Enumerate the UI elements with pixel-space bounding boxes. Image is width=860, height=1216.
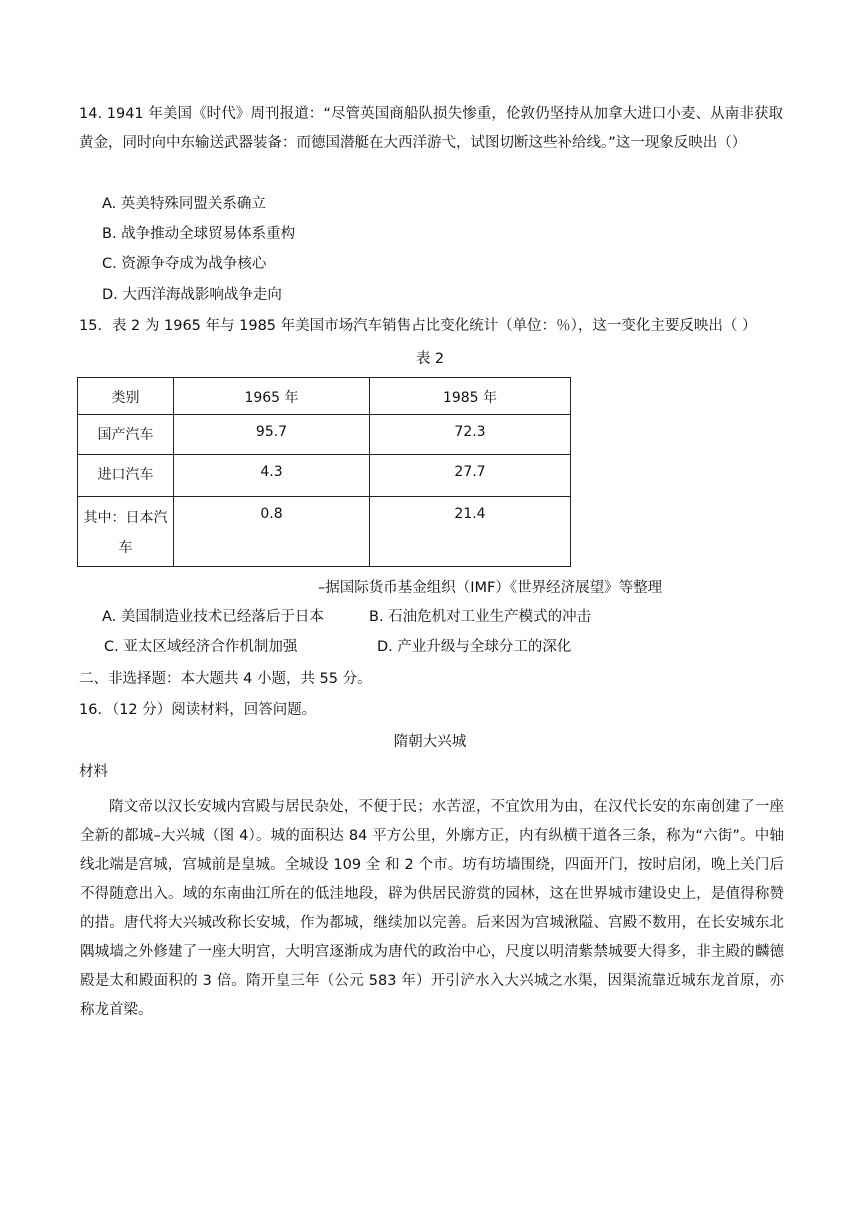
table-cell: 27.7 [370,455,571,497]
table-header-cell: 类别 [78,378,174,415]
q15-option-d: D. 产业升级与全球分工的深化 [377,639,572,655]
q14-option-a: A. 英美特殊同盟关系确立 [102,196,266,212]
q14-option-c: C. 资源争夺成为战争核心 [102,256,267,272]
table-row [78,497,571,567]
table-caption: 表 2 [415,351,445,367]
q15-option-b: B. 石油危机对工业生产模式的冲击 [369,609,592,625]
question-15-stem: 15．表 2 为 1965 年与 1985 年美国市场汽车销售占比变化统计（单位：％），这一变化主要反映出（ ） [79,318,757,334]
question-14-stem: 14. 1941 年美国《时代》周刊报道：“尽管英国商船队损失惨重，伦敦仍坚持从加拿大进口小麦、从南非获取黄金，同时向中东输送武器装备：而德国潜艇在大西洋游弋，试图切断这些补给线。”这一现象反映出（） [79,106,783,151]
table-header-cell: 1985 年 [370,378,571,415]
section-heading: 二、非选择题：本大题共 4 小题，共 55 分。 [79,671,372,687]
table-source: –据国际货币基金组织（IMF）《世界经济展望》等整理 [318,580,663,596]
table-cell: 95.7 [174,415,370,455]
q14-option-b: B. 战争推动全球贸易体系重构 [102,226,296,242]
table-cell: 4.3 [174,455,370,497]
sales-share-table [77,377,571,567]
table-row [78,455,571,497]
material-paragraph: 隋文帝以汉长安城内宫殿与居民杂处，不便于民；水苦涩，不宜饮用为由，在汉代长安的东南创建了一座全新的都城–大兴城（图 4）。城的面积达 84 平方公里，外廓方正，内有纵横干道各三条，称为“六街”。中轴线北端是宫城，宫城前是皇城。全城设 109 全 和 2 个市。坊有坊墙围绕，四面开门，按时启闭，晚上关门后不得随意出入。域的东南曲江所在的低洼地段，辟为供居民游赏的园林，这在世界城市建设史上，是值得称赞的措。唐代将大兴城改称长安城，作为都城，继续加以完善。后来因为宫城湫隘、宫殿不数用，在长安城东北隅城墙之外修建了一座大明宫，大明宫逐渐成为唐代的政治中心，尺度以明清紫禁城要大得多，非主殿的麟德殿是太和殿面积的 3 倍。隋开皇三年（公元 583 年）开引浐水入大兴城之水渠，因渠流靠近城东龙首原，亦称龙首梁。 [80,799,784,1018]
table-cell: 进口汽车 [78,455,174,497]
q15-option-c: C. 亚太区域经济合作机制加强 [104,639,298,655]
table-cell: 国产汽车 [78,415,174,455]
table-row [78,415,571,455]
table-cell: 72.3 [370,415,571,455]
q15-option-a: A. 美国制造业技术已经落后于日本 [102,609,324,625]
table-cell: 其中：日本汽车 [78,497,174,567]
material-title: 隋朝大兴城 [393,734,467,750]
table-header-cell: 1965 年 [174,378,370,415]
table-cell: 0.8 [174,497,370,567]
table-cell: 21.4 [370,497,571,567]
table-header-row [78,378,571,415]
q14-option-d: D. 大西洋海战影响战争走向 [102,287,282,303]
question-16-stem: 16．（12 分）阅读材料，回答问题。 [79,702,317,718]
material-label: 材料 [79,764,108,780]
